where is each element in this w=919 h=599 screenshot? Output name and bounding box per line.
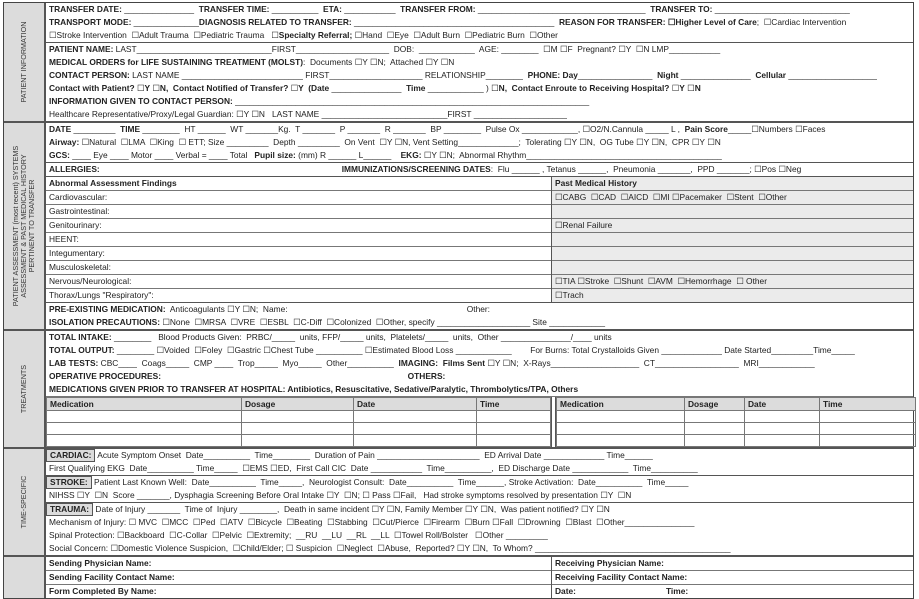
table-cell[interactable] [242,435,354,447]
findings-header: Abnormal Assessment Findings [46,177,551,191]
form-text: ________ ☐Voided ☐Foley ☐Gastric ☐Chest Tube __________ ☐Estimated Blood Loss ____________ For Burns: Total Crystalloids Given _____________ Date Started_________Time_____ [114,345,855,355]
form-row [46,542,913,555]
column-header: Time [820,398,916,411]
column-header: Medication [557,398,685,411]
form-text: Patient Last Known Well: Date__________ Time_____, Neurologist Consult: Date__________ Time______, Stroke Activation: Date__________ Time_____ [91,477,689,487]
table-cell[interactable] [354,411,477,423]
treatments-rows [46,331,913,397]
form-row [46,489,913,502]
table-cell[interactable] [477,411,551,423]
form-row [46,357,913,370]
time-specific-content [46,449,913,555]
column-header: Medication [47,398,242,411]
form-field-label: OTHERS: [407,371,446,381]
form-text [100,164,342,174]
form-text: ☐None ☐MRSA ☐VRE ☐ESBL ☐C-Diff ☐Colonized ☐Other, specify ____________________ Site ____________ [160,317,606,327]
form-row [46,529,913,542]
form-row [46,3,913,16]
history-row[interactable]: ☐CABG ☐CAD ☐AICD ☐MI ☐Pacemaker ☐Stent ☐Other [552,191,913,205]
form-field-label: ALLERGIES: [49,164,100,174]
findings-grid [46,177,913,303]
signoff-field[interactable] [46,585,551,598]
table-cell[interactable] [745,435,820,447]
table-cell[interactable] [820,423,916,435]
section-label-cell [4,331,46,447]
form-field-label: TIME [120,124,141,134]
form-field-label: CONTACT PERSON: [49,70,130,80]
form-text: ____________________________________________________________________________ [232,96,590,106]
form-row [46,136,913,149]
form-field-label: Airway: [49,137,80,147]
form-row [46,331,913,344]
section-patient-information [4,3,913,123]
table-cell[interactable] [745,411,820,423]
subsection-heading: STROKE: [46,476,92,489]
assessment-content [46,123,913,329]
interfacility-transfer-form [3,2,914,599]
finding-row[interactable]: Gastrointestinal: [46,205,551,219]
form-field-label: MEDICATIONS GIVEN PRIOR TO TRANSFER AT HOSPITAL: Antibiotics, Resuscitative, Sedative/Paralytic, Thrombolytics/TPA, Others [49,384,579,394]
allergies-block [46,163,913,177]
form-text: Spinal Protection: ☐Backboard ☐C-Collar ☐Pelvic ☐Extremity; __RU __LU __RL __LL ☐Towel Roll/Bolster ☐Other _________ [49,530,548,540]
form-text: ________________ [577,70,658,80]
form-field-label: Cellular [755,70,787,80]
form-text: Anticoagulants ☐Y ☐N; Name: Other: [165,304,491,314]
table-cell[interactable] [242,411,354,423]
form-text: NIHSS ☐Y ☐N Score _______, Dysphagia Screening Before Oral Intake ☐Y ☐N; ☐ Pass ☐Fail, Had stroke symptoms resolved by presentation ☐Y ☐N [49,490,632,500]
medications-table-left [46,397,551,447]
table-cell[interactable] [477,435,551,447]
form-row [46,149,913,162]
column-header: Dosage [242,398,354,411]
table-row [47,435,551,447]
form-text: ☐ [150,83,160,93]
form-text: _____☐Numbers ☐Faces [727,124,826,134]
form-field-label: ISOLATION PRECAUTIONS: [49,317,161,327]
form-text: ____ Eye ____ Motor ____ Verbal = ____ Total [69,150,255,160]
form-text: : Documents ☐Y ☐N; Attached ☐Y ☐N [303,57,455,67]
subsection-heading: TRAUMA: [46,503,93,516]
form-field-label: N, Contact Enroute to Receiving Hospital? [498,83,670,93]
form-text: ☐ [669,83,680,93]
subsection-heading: CARDIAC: [46,449,95,462]
form-field-label: PRE-EXISTING MEDICATION: [49,304,166,314]
signoff-field[interactable] [46,571,551,585]
form-field-label: PATIENT NAME: [49,44,114,54]
form-text: : Flu ______ , Tetanus ______, Pneumonia _______, PPD _______; ☐Pos ☐Neg [490,164,802,174]
finding-row[interactable]: Thorax/Lungs "Respiratory": [49,290,154,300]
form-field-label: Night [657,70,679,80]
form-row [46,82,913,95]
form-row [46,29,913,42]
table-cell[interactable] [820,435,916,447]
form-text: ☐ [134,83,145,93]
form-field-label: Y (Date [298,83,330,93]
form-text [161,371,408,381]
finding-row[interactable]: Musculoskeletal: [46,261,551,275]
signoff-label: Sending Physician Name: [49,558,152,568]
form-text: Mechanism of Injury: ☐ MVC ☐MCC ☐Ped ☐ATV ☐Bicycle ☐Beating ☐Stabbing ☐Cut/Pierce ☐Firearm ☐Burn ☐Fall ☐Drowning ☐Blast ☐Other_______________ [49,517,695,527]
signoff-label: Receiving Facility Contact Name: [555,572,688,582]
form-block [46,476,913,503]
form-text: LAST_____________________________FIRST____________________ DOB: ____________ AGE: ________ ☐M ☐F Pregnant? ☐Y ☐N LMP___________ [113,44,721,54]
form-row [46,516,913,529]
form-text: CBC____ Coags_____ CMP ____ Trop_____ Myo_____ Other__________ [98,358,399,368]
form-text: ☐ [684,83,695,93]
form-row [46,462,913,475]
history-row[interactable]: ☐Trach [555,290,584,300]
form-field-label: Pain Score [684,124,728,134]
form-text: Acute Symptom Onset Date__________ Time________ Duration of Pain ______________________ ED Arrival Date _____________ Time______ [95,450,653,460]
section-label-cell [4,123,46,329]
signoff-label: Sending Facility Contact Name: [49,572,175,582]
table-cell[interactable] [354,435,477,447]
form-row [46,43,913,56]
form-text: Date of Injury _______ Time of Injury ________, Death in same incident ☐Y ☐N, Family Member ☐Y ☐N, Was patient notified? ☐Y ☐N [93,504,610,514]
form-text: LAST NAME __________________________ FIRST____________________ RELATIONSHIP________ [129,70,528,80]
form-field-label: IMAGING: Films Sent [398,358,486,368]
table-cell[interactable] [477,423,551,435]
table-row [557,423,916,435]
table-cell[interactable] [820,411,916,423]
form-text: ☐Y ☐N; X-Rays___________________ CT__________________ MRI____________ [485,358,815,368]
signoff-field[interactable] [46,557,551,571]
form-block [46,503,913,555]
table-row [47,423,551,435]
finding-row[interactable]: HEENT: [46,233,551,247]
abnormal-findings-column [46,177,551,302]
form-text: ___________________ [786,70,877,80]
table-cell[interactable] [557,411,685,423]
label-line: ASSESSMENT & PAST MEDICAL HISTORY [19,154,28,298]
signoff-field[interactable] [552,557,913,571]
signoff-label: Date: [555,586,576,596]
section-label-cell [4,3,46,121]
past-medical-history-column [551,177,913,302]
column-header: Time [477,398,551,411]
form-field-label: EKG: [400,150,422,160]
finding-row[interactable]: Genitourinary: [46,219,551,233]
section-treatments [4,331,913,449]
form-text: ☐Y ☐N; Abnormal Rhythm__________________________________________ [421,150,722,160]
form-row [46,503,913,516]
form-row [46,344,913,357]
history-row[interactable]: ☐Renal Failure [552,219,913,233]
section-label: PATIENT INFORMATION [19,21,28,103]
medications-table [46,397,913,447]
form-text: Healthcare Representative/Proxy/Legal Guardian: ☐Y ☐N LAST NAME ___________________________FIRST ____________________ [49,109,567,119]
signoff-time-label: Time: [665,586,689,596]
signoff-field[interactable] [552,571,913,585]
form-row [46,163,913,176]
form-row [46,16,913,29]
history-row[interactable] [552,261,913,275]
form-text: ☐ [288,83,299,93]
table-cell[interactable] [47,423,242,435]
form-text: ☐Hand ☐Eye ☐Adult Burn ☐Pediatric Burn ☐Other [352,30,558,40]
form-field-label: Y [144,83,151,93]
form-text: _____________________________ [712,4,850,14]
table-cell[interactable] [557,423,685,435]
table-cell[interactable] [47,411,242,423]
form-text: ☐Natural ☐LMA ☐King ☐ ETT; Size _________ Depth _________ On Vent ☐Y ☐N, Vent Setting_____________; Tolerating ☐Y ☐N, OG Tube ☐Y ☐N, CPR ☐Y ☐N [79,137,721,147]
history-row[interactable] [552,247,913,261]
form-row [46,123,913,136]
section-time-specific [4,449,913,557]
form-field-label: Contact with Patient? [49,83,135,93]
form-field-label: GCS: [49,150,70,160]
form-text: ____________________________________ [475,4,651,14]
section-label: TIME-SPECIFIC [19,475,28,529]
form-text: _______________ [678,70,756,80]
table-row [557,411,916,423]
signoff-label: Form Completed By Name: [49,586,157,596]
form-field-label: REASON FOR TRANSFER: ☐Higher Level of Care [558,17,757,27]
column-header: Dosage [685,398,745,411]
finding-row[interactable]: Integumentary: [46,247,551,261]
form-text: ; ☐Cardiac Intervention [756,17,847,27]
form-field-label: MEDICAL ORDERS for LIFE SUSTAINING TREATMENT (MOLST) [49,57,304,67]
form-field-label: TRANSFER TO: [650,4,713,14]
form-field-label: Time [406,83,426,93]
form-field-label: Specialty Referral; [278,30,353,40]
form-row [46,370,913,383]
form-field-label: TOTAL INTAKE: [49,332,112,342]
sending-column [46,557,551,598]
patient-information-content [46,3,913,121]
form-text: ________ HT ______ WT _______Kg. T _______ P _______ R _______ BP ________ Pulse Ox ____________, ☐O2/N.Cannula _____ L , [140,124,685,134]
table-cell[interactable] [745,423,820,435]
form-row [46,56,913,69]
vitals-block [46,123,913,163]
form-row [46,316,913,329]
form-text: ____________ ) ☐ [425,83,499,93]
label-line: PERTINENT TO TRANSFER [27,179,36,273]
form-field-label: LAB TESTS: [49,358,99,368]
table-header-row [557,398,916,411]
form-text: __________ [269,4,324,14]
table-cell[interactable] [685,423,745,435]
section-label-cell [4,449,46,555]
section-label: TREATMENTS [19,364,28,414]
medications-table-right [556,397,916,447]
signoff-content [46,557,913,598]
form-field-label: DIAGNOSIS RELATED TO TRANSFER: [198,17,352,27]
label-line: PATIENT ASSESSMENT (most recent) SYSTEMS [11,145,20,307]
medication-isolation-block [46,303,913,329]
table-row [47,411,551,423]
finding-row[interactable]: Nervous/Neurological: [46,275,551,289]
form-text: ☐Stroke Intervention ☐Adult Trauma ☐Pediatric Trauma ☐ [49,30,279,40]
form-field-label: N [694,83,701,93]
column-header: Date [745,398,820,411]
form-field-label: Pupil size: [254,150,296,160]
form-field-label: TRANSPORT MODE: [49,17,132,27]
form-field-label: TRANSFER TIME: [198,4,270,14]
table-header-row [47,398,551,411]
history-row[interactable] [552,205,913,219]
history-row[interactable]: ☐TIA ☐Stroke ☐Shunt ☐AVM ☐Hemorrhage ☐ Other [552,275,913,289]
form-block [46,3,913,43]
signoff-field[interactable] [552,585,913,598]
form-text: ___________ [341,4,401,14]
form-text: ___________________________________________ [351,17,559,27]
form-row [46,69,913,82]
form-field-label: Y [679,83,685,93]
form-field-label: TRANSFER FROM: [400,4,476,14]
form-field-label: PHONE: Day [527,70,578,80]
form-block [46,449,913,476]
form-text: Social Concern: ☐Domestic Violence Suspicion, ☐Child/Elder; ☐ Suspicion ☐Neglect ☐Abuse, Reported? ☐Y ☐N, To Whom? __________________________________________ [49,543,731,553]
signoff-label: Receiving Physician Name: [555,558,664,568]
table-cell[interactable] [47,435,242,447]
form-field-label: TOTAL OUTPUT: [49,345,115,355]
form-text: _______________ [329,83,407,93]
form-text: (mm) R ______ L______ [295,150,401,160]
form-field-label: IMMUNIZATIONS/SCREENING DATES [341,164,491,174]
finding-row[interactable]: Cardiovascular: [46,191,551,205]
column-header: Date [354,398,477,411]
history-header: Past Medical History [552,177,913,191]
form-field-label: OPERATIVE PROCEDURES: [49,371,161,381]
table-cell[interactable] [685,435,745,447]
form-row [46,476,913,489]
form-row [46,108,913,121]
section-label [12,146,36,306]
form-text: _________ [71,124,121,134]
form-text: ________ Blood Products Given: PRBC/_____ units, FFP/_____ units, Platelets/_____ units, Other _______________/____ units [111,332,612,342]
form-text: ______________ [131,17,199,27]
treatments-content [46,331,913,447]
section-patient-assessment [4,123,913,331]
form-field-label: DATE [49,124,72,134]
form-text: First Qualifying EKG Date__________ Time_____ ☐EMS ☐ED, First Call CIC Date ___________ Time__________, ED Discharge Date ____________ Time__________ [49,463,698,473]
form-row [46,303,913,316]
table-cell[interactable] [242,423,354,435]
form-field-label: TRANSFER DATE: [49,4,122,14]
form-block [46,43,913,121]
form-row [46,95,913,108]
form-field-label: ETA: [323,4,342,14]
form-row [46,449,913,462]
section-signoff [4,557,913,598]
form-text: _______________ [121,4,199,14]
section-label-cell [4,557,46,598]
history-row[interactable] [552,233,913,247]
table-cell[interactable] [557,435,685,447]
table-row [557,435,916,447]
form-field-label: INFORMATION GIVEN TO CONTACT PERSON: [49,96,233,106]
table-cell[interactable] [685,411,745,423]
form-field-label: N, Contact Notified of Transfer? [159,83,289,93]
form-row [46,383,913,397]
table-cell[interactable] [354,423,477,435]
receiving-column [551,557,913,598]
